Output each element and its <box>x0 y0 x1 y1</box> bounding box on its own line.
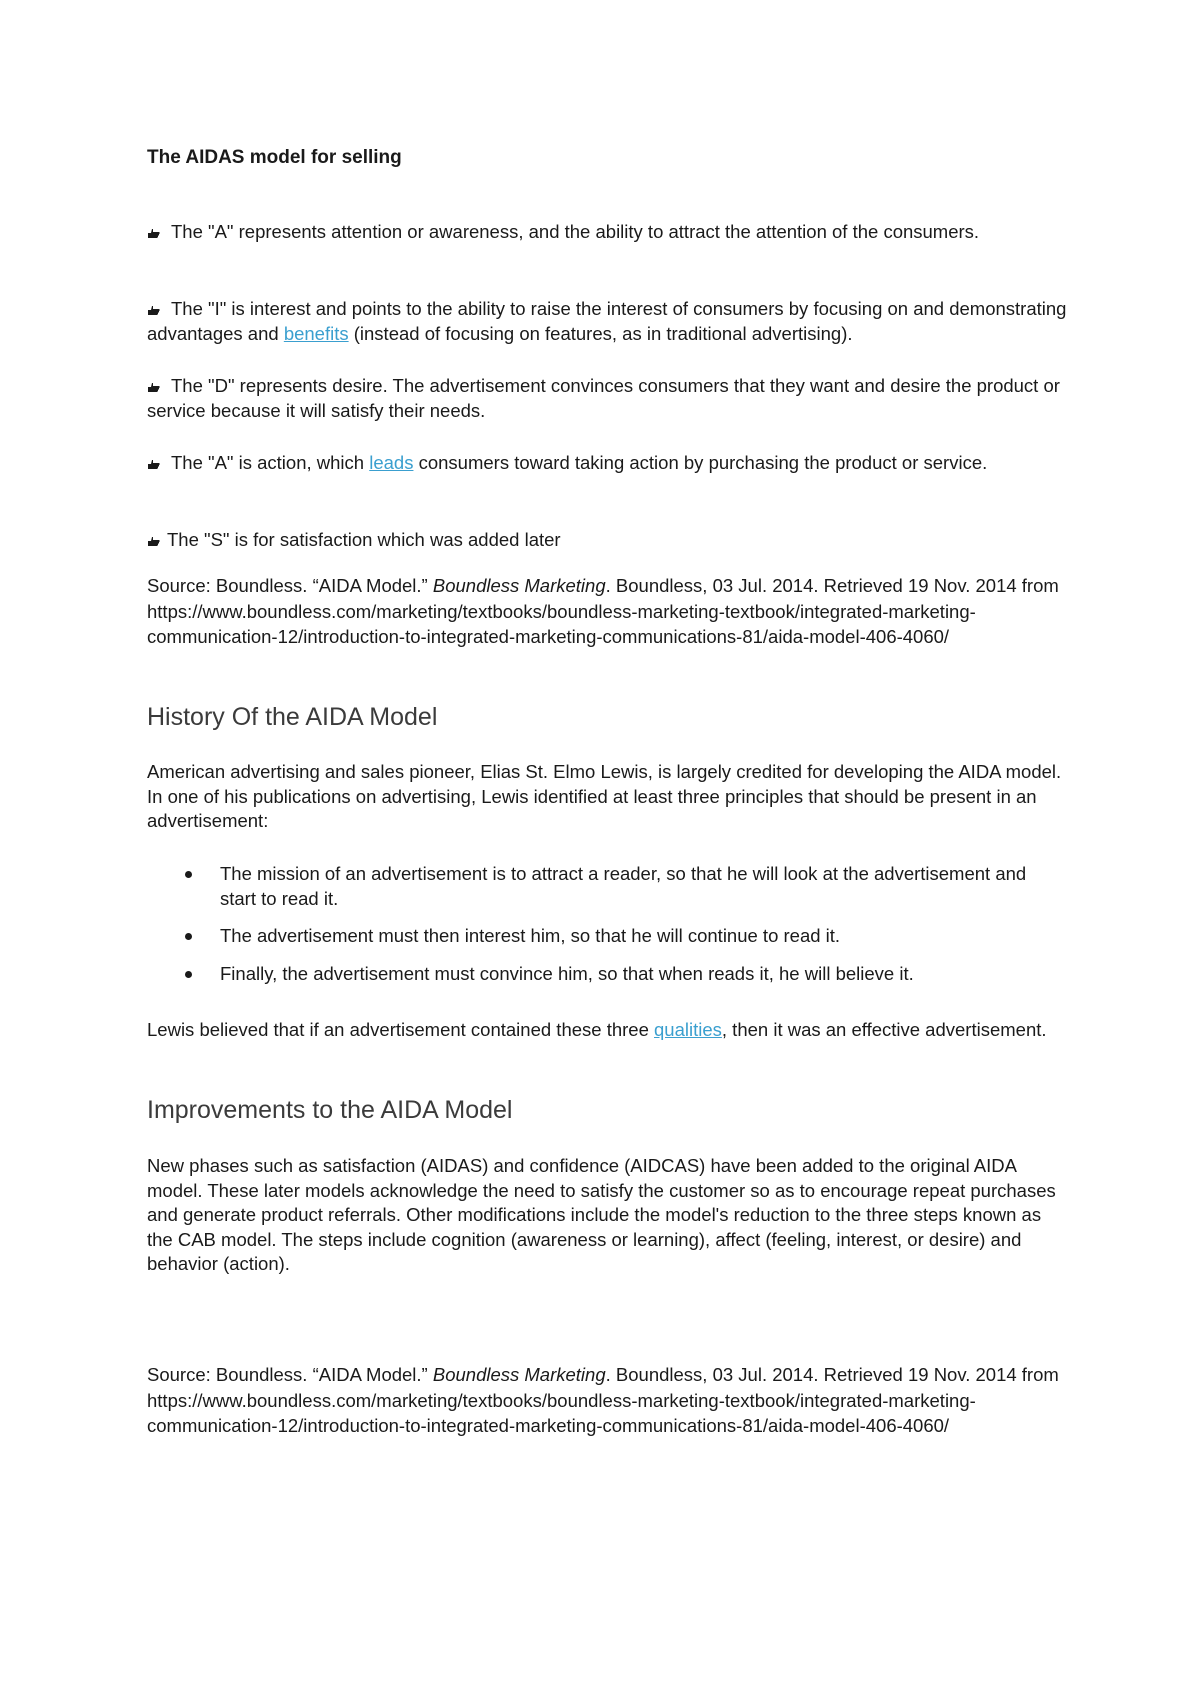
source-suffix: . Boundless, 03 Jul. 2014. Retrieved 19 Nov. 2014 from https://www.boundless.com/marketing/textbooks/boundless-marketing-textbook/integrated-marketing-communication-12/introduction-to-integrated-marketing-communications-81/aida-model-406-4060/ <box>147 1364 1059 1436</box>
leads-link[interactable]: leads <box>369 452 414 473</box>
history-conclusion <box>147 1018 1067 1043</box>
aidas-item-text: The "S" is for satisfaction which was added later <box>167 529 561 550</box>
source-citation-1 <box>147 573 1067 650</box>
improvements-heading: Improvements to the AIDA Model <box>147 1096 513 1124</box>
aidas-item-action <box>147 450 1067 475</box>
aidas-item-text-continued: consumers toward taking action by purchasing the product or service. <box>413 452 988 473</box>
conclusion-text-continued: , then it was an effective advertisement. <box>721 1019 1047 1040</box>
history-intro: American advertising and sales pioneer, Elias St. Elmo Lewis, is largely credited for developing the AIDA model. In one of his publications on advertising, Lewis identified at least three principles that should be present in an advertisement: <box>147 761 1062 831</box>
history-heading: History Of the AIDA Model <box>147 703 438 731</box>
aidas-item-text: The "A" represents attention or awareness, and the ability to attract the attention of the consumers. <box>171 221 980 242</box>
source-publication: Boundless Marketing <box>432 575 606 596</box>
list-item-text: The mission of an advertisement is to attract a reader, so that he will look at the advertisement and start to read it. <box>220 863 1027 909</box>
list-item <box>147 924 1067 949</box>
qualities-link[interactable]: qualities <box>654 1019 722 1040</box>
pointing-hand-icon <box>147 304 161 316</box>
source-publication: Boundless Marketing <box>432 1364 606 1385</box>
document-page <box>147 0 1067 1698</box>
list-item-text: The advertisement must then interest him, so that he will continue to read it. <box>220 925 841 946</box>
principles-list <box>147 862 1067 999</box>
aidas-item-satisfaction <box>147 527 1067 552</box>
source-citation-2 <box>147 1362 1067 1439</box>
bullet-dot-icon <box>185 933 192 940</box>
source-prefix: Source: Boundless. “AIDA Model.” <box>147 575 433 596</box>
list-item-text: Finally, the advertisement must convince him, so that when reads it, he will believe it. <box>220 962 914 984</box>
pointing-hand-icon <box>147 227 161 239</box>
bullet-dot-icon <box>185 971 192 978</box>
source-suffix: . Boundless, 03 Jul. 2014. Retrieved 19 Nov. 2014 from https://www.boundless.com/marketing/textbooks/boundless-marketing-textbook/integrated-marketing-communication-12/introduction-to-integrated-marketing-communications-81/aida-model-406-4060/ <box>147 575 1059 647</box>
list-item <box>147 862 1067 911</box>
aidas-item-interest <box>147 296 1067 346</box>
pointing-hand-icon <box>147 535 161 547</box>
aidas-item-text: The "I" is interest and points to the ability to raise the interest of consumers by focusing on and demonstrating advantages and <box>147 298 1067 344</box>
bullet-dot-icon <box>185 871 192 878</box>
improvements-text: New phases such as satisfaction (AIDAS) and confidence (AIDCAS) have been added to the original AIDA model. These later models acknowledge the need to satisfy the customer so as to encourage repeat purchases and generate product referrals. Other modifications include the model's reduction to the three steps known as the CAB model. The steps include cognition (awareness or learning), affect (feeling, interest, or desire) and behavior (action). <box>147 1155 1056 1274</box>
conclusion-text: Lewis believed that if an advertisement contained these three <box>147 1019 655 1040</box>
aidas-item-text: The "A" is action, which <box>171 452 370 473</box>
aidas-item-text-continued: (instead of focusing on features, as in traditional advertising). <box>348 323 853 344</box>
aidas-item-desire <box>147 373 1067 423</box>
aidas-item-attention <box>147 219 1067 244</box>
document-title: The AIDAS model for selling <box>147 147 402 168</box>
source-prefix: Source: Boundless. “AIDA Model.” <box>147 1364 433 1385</box>
aidas-item-text: The "D" represents desire. The advertisement convinces consumers that they want and desire the product or service because it will satisfy their needs. <box>147 375 1060 421</box>
benefits-link[interactable]: benefits <box>283 323 349 344</box>
pointing-hand-icon <box>147 458 161 470</box>
pointing-hand-icon <box>147 381 161 393</box>
list-item <box>147 962 1067 987</box>
